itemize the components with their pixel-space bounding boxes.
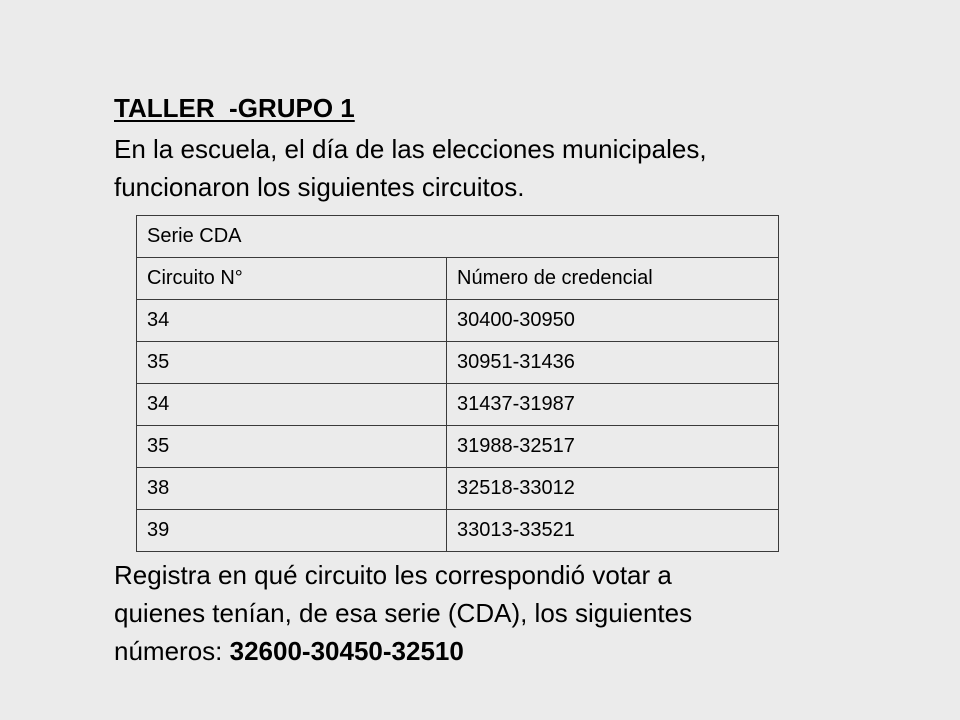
question-text	[114, 556, 874, 670]
table-row	[137, 342, 779, 384]
cell-credential-range: 31437-31987	[447, 384, 779, 426]
cell-credential-range: 33013-33521	[447, 510, 779, 552]
table-caption-row	[137, 216, 779, 258]
table-row	[137, 510, 779, 552]
intro-text	[114, 130, 854, 206]
question-line-1: Registra en qué circuito les correspondió votar a	[114, 560, 672, 590]
cell-circuit: 35	[137, 426, 447, 468]
cell-credential-range: 32518-33012	[447, 468, 779, 510]
header-circuit: Circuito N°	[137, 258, 447, 300]
cell-credential-range: 30400-30950	[447, 300, 779, 342]
cell-credential-range: 30951-31436	[447, 342, 779, 384]
cell-circuit: 39	[137, 510, 447, 552]
cell-circuit: 35	[137, 342, 447, 384]
intro-line-2: funcionaron los siguientes circuitos.	[114, 172, 525, 202]
table-row	[137, 300, 779, 342]
cell-circuit: 38	[137, 468, 447, 510]
question-line-3	[114, 632, 874, 670]
credential-numbers: 32600-30450-32510	[229, 636, 464, 666]
table-row	[137, 468, 779, 510]
header-credential: Número de credencial	[447, 258, 779, 300]
table-row	[137, 426, 779, 468]
question-line-3-prefix: números:	[114, 636, 230, 666]
intro-line-1: En la escuela, el día de las elecciones municipales,	[114, 134, 707, 164]
table-row	[137, 384, 779, 426]
cell-circuit: 34	[137, 384, 447, 426]
cell-credential-range: 31988-32517	[447, 426, 779, 468]
question-line-2: quienes tenían, de esa serie (CDA), los siguientes	[114, 598, 693, 628]
table-caption: Serie CDA	[137, 216, 779, 258]
cell-circuit: 34	[137, 300, 447, 342]
slide-title: TALLER -GRUPO 1	[114, 93, 355, 123]
table-header-row	[137, 258, 779, 300]
circuits-table	[136, 215, 779, 552]
